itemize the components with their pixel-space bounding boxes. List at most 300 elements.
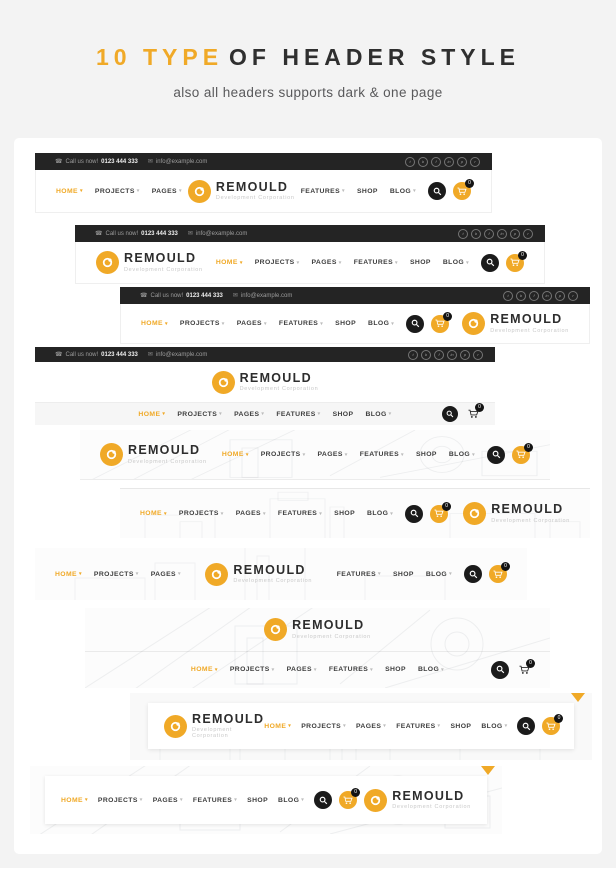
chevron-down-icon: ▾ <box>271 666 275 673</box>
chevron-down-icon: ▾ <box>441 666 445 673</box>
twitter-icon[interactable] <box>405 157 415 167</box>
logo-text: REMOULD <box>233 562 306 577</box>
facebook-icon[interactable] <box>434 350 444 360</box>
nav-label: PROJECTS <box>179 320 220 327</box>
cart-count-badge: 0 <box>501 562 510 571</box>
nav-item-pages[interactable] <box>153 797 183 804</box>
phone-icon: ☎ <box>55 159 63 165</box>
nav-item-features[interactable] <box>354 259 398 266</box>
chevron-down-icon: ▾ <box>79 571 82 577</box>
phone-link[interactable] <box>55 351 138 358</box>
nav-label: SHOP <box>334 510 356 517</box>
pinterest-glyph: p <box>558 293 562 298</box>
nav-label: HOME <box>55 570 77 578</box>
cart-button[interactable] <box>339 791 357 809</box>
chevron-down-icon: ▾ <box>239 259 243 266</box>
nav-item-home[interactable] <box>55 571 82 578</box>
nav-item-blog[interactable] <box>367 510 393 517</box>
linkedin-icon[interactable] <box>447 350 457 360</box>
nav-label: BLOG <box>425 570 448 578</box>
main-nav <box>148 703 574 749</box>
linkedin-glyph: in <box>500 231 504 236</box>
chevron-down-icon: ▾ <box>383 723 387 729</box>
cart-count-badge: 0 <box>524 443 533 452</box>
nav-label: BLOG <box>417 666 440 673</box>
nav-item-pages[interactable] <box>152 188 182 195</box>
logo-tagline: Development Corporation <box>233 578 313 585</box>
logo-text: REMOULD <box>124 251 197 266</box>
cart-button[interactable] <box>431 312 450 333</box>
pinterest-icon[interactable] <box>460 350 470 360</box>
chevron-down-icon: ▾ <box>288 723 292 729</box>
chevron-down-icon: ▾ <box>296 259 300 266</box>
nav-item-projects[interactable] <box>180 320 225 327</box>
logo-tagline: Development Corporation <box>215 195 295 202</box>
nav-label: SHOP <box>385 666 406 673</box>
social-links <box>402 157 480 167</box>
topbar <box>120 287 590 304</box>
cart-count-badge: 0 <box>554 714 563 723</box>
main-nav <box>35 170 492 213</box>
nav-label: BLOG <box>368 320 390 327</box>
behance-glyph: b <box>519 293 523 298</box>
nav-label: FEATURES <box>328 666 369 673</box>
twitter-icon[interactable] <box>458 229 468 239</box>
search-button[interactable] <box>442 406 458 422</box>
chevron-down-icon: ▾ <box>177 571 181 577</box>
nav-label: SHOP <box>332 410 354 418</box>
nav-item-home[interactable] <box>140 510 167 517</box>
chevron-down-icon: ▾ <box>319 510 323 517</box>
nav-item-pages[interactable] <box>287 666 317 673</box>
search-button[interactable] <box>487 446 505 464</box>
nav-item-shop[interactable] <box>357 188 378 195</box>
nav-label: HOME <box>138 410 161 418</box>
main-nav <box>120 304 590 344</box>
nav-item-blog[interactable] <box>365 411 391 418</box>
facebook-glyph: f <box>435 159 437 164</box>
chevron-down-icon: ▾ <box>504 723 508 729</box>
behance-icon[interactable] <box>471 229 481 239</box>
chevron-down-icon: ▾ <box>245 451 249 458</box>
page-title-accent: 10 TYPE <box>95 44 224 70</box>
linkedin-glyph: in <box>447 159 451 164</box>
chevron-down-icon: ▾ <box>390 510 394 517</box>
cart-button[interactable] <box>542 717 560 735</box>
pinterest-glyph: p <box>460 159 464 164</box>
nav-label: FEATURES <box>276 410 316 418</box>
nav-label: HOME <box>56 187 78 195</box>
chevron-down-icon: ▾ <box>164 510 167 517</box>
nav-item-shop[interactable] <box>393 571 414 578</box>
nav-item-projects[interactable] <box>301 723 346 730</box>
chevron-down-icon: ▾ <box>135 571 139 577</box>
nav-item-home[interactable] <box>138 411 165 418</box>
hero-section <box>0 44 616 100</box>
nav-item-projects[interactable] <box>255 259 300 266</box>
chevron-down-icon: ▾ <box>449 571 452 577</box>
scroll-down-arrow-icon[interactable] <box>571 693 585 702</box>
facebook-icon[interactable] <box>529 291 539 301</box>
nav-label: SHOP <box>392 570 414 578</box>
nav-item-blog[interactable] <box>426 571 452 578</box>
facebook-icon[interactable] <box>431 157 441 167</box>
behance-icon[interactable] <box>421 350 431 360</box>
nav-item-pages[interactable] <box>237 320 267 327</box>
phone-label: Call us now! <box>150 292 184 299</box>
nav-item-pages[interactable] <box>234 411 264 418</box>
nav-item-home[interactable] <box>141 320 168 327</box>
cart-count-badge: 0 <box>518 251 527 260</box>
nav-item-home[interactable] <box>56 188 83 195</box>
nav-item-features[interactable] <box>360 451 404 458</box>
cart-count-badge: 0 <box>442 502 451 511</box>
cart-button[interactable] <box>506 251 524 272</box>
nav-item-shop[interactable] <box>247 797 268 804</box>
search-button[interactable] <box>405 505 423 523</box>
nav-item-features[interactable] <box>301 188 345 195</box>
nav-label: FEATURES <box>192 796 233 804</box>
chevron-down-icon: ▾ <box>234 797 238 803</box>
rss-glyph: r <box>477 352 479 357</box>
rss-icon[interactable] <box>473 350 483 360</box>
email-link[interactable] <box>148 351 207 358</box>
phone-label: Call us now! <box>65 351 99 358</box>
phone-link[interactable] <box>140 292 223 299</box>
nav-label: FEATURES <box>300 187 341 195</box>
nav-label: SHOP <box>415 451 437 458</box>
email-icon: ✉ <box>147 352 153 358</box>
scroll-down-arrow-icon[interactable] <box>481 766 495 775</box>
pinterest-icon[interactable] <box>510 229 520 239</box>
chevron-down-icon: ▾ <box>219 411 223 417</box>
main-nav <box>35 402 495 425</box>
chevron-down-icon: ▾ <box>378 571 381 577</box>
cart-button[interactable] <box>465 406 481 422</box>
nav-item-features[interactable] <box>329 666 373 673</box>
logo-tagline: Development Corporation <box>128 458 207 465</box>
nav-item-features[interactable] <box>396 723 440 730</box>
nav-label: PAGES <box>317 451 343 458</box>
nav-label: HOME <box>221 451 244 458</box>
nav-item-projects[interactable] <box>94 571 139 578</box>
behance-glyph: b <box>474 231 478 236</box>
search-button[interactable] <box>314 791 332 809</box>
nav-item-features[interactable] <box>279 320 323 327</box>
nav-label: BLOG <box>278 796 300 804</box>
chevron-down-icon: ▾ <box>343 723 346 729</box>
logo-text: REMOULD <box>215 179 289 194</box>
pinterest-icon[interactable] <box>555 291 565 301</box>
header-demo-10 <box>30 766 502 834</box>
nav-label: HOME <box>61 796 83 804</box>
logo-tagline: Development Corporation <box>392 804 471 811</box>
nav-item-shop[interactable] <box>450 723 471 730</box>
phone-label: Call us now! <box>65 158 99 165</box>
page-subtitle: also all headers supports dark & one page <box>173 85 443 100</box>
email-text: info@example.com <box>195 230 248 237</box>
twitter-icon[interactable] <box>503 291 513 301</box>
chevron-down-icon: ▾ <box>261 411 265 417</box>
nav-item-home[interactable] <box>222 451 249 458</box>
logo-icon <box>463 502 486 525</box>
social-links <box>405 350 483 360</box>
main-nav <box>85 651 550 688</box>
search-button[interactable] <box>428 182 446 200</box>
logo[interactable] <box>463 502 570 525</box>
linkedin-icon[interactable] <box>542 291 552 301</box>
email-link[interactable] <box>188 230 247 237</box>
email-link[interactable] <box>148 158 207 165</box>
chevron-down-icon: ▾ <box>85 797 88 803</box>
pinterest-icon[interactable] <box>457 157 467 167</box>
email-icon: ✉ <box>187 231 193 237</box>
twitter-icon[interactable] <box>408 350 418 360</box>
nav-item-pages[interactable] <box>151 571 181 578</box>
behance-glyph: b <box>421 159 425 164</box>
main-nav <box>35 548 527 600</box>
nav-label: PROJECTS <box>93 570 134 578</box>
nav-label: HOME <box>140 510 162 517</box>
chevron-down-icon: ▾ <box>395 259 398 266</box>
main-nav <box>45 776 487 824</box>
logo-icon <box>364 789 387 812</box>
logo-icon <box>188 180 211 203</box>
header-demo-8 <box>85 608 550 688</box>
phone-icon: ☎ <box>55 352 63 358</box>
phone-link[interactable] <box>95 230 178 237</box>
nav-item-home[interactable] <box>264 723 291 730</box>
header-demo-3 <box>120 287 590 344</box>
cart-button[interactable] <box>516 659 532 678</box>
nav-item-blog[interactable] <box>449 451 475 458</box>
nav-item-shop[interactable] <box>333 411 354 418</box>
nav-label: PAGES <box>355 722 382 730</box>
nav-item-blog[interactable] <box>443 259 469 266</box>
nav-item-home[interactable] <box>216 259 243 266</box>
chevron-down-icon: ▾ <box>221 320 225 327</box>
logo[interactable] <box>100 443 207 466</box>
phone-icon: ☎ <box>140 293 148 299</box>
chevron-down-icon: ▾ <box>80 188 83 194</box>
chevron-down-icon: ▾ <box>401 451 404 458</box>
logo-icon <box>205 563 228 586</box>
phone-link[interactable] <box>55 158 138 165</box>
nav-label: PAGES <box>235 510 261 517</box>
nav-item-pages[interactable] <box>318 451 348 458</box>
logo-tagline: Development Corporation <box>490 327 569 334</box>
chevron-down-icon: ▾ <box>165 320 168 327</box>
nav-label: BLOG <box>365 410 387 418</box>
email-icon: ✉ <box>147 159 153 165</box>
nav-label: PROJECTS <box>260 451 301 458</box>
logo[interactable] <box>264 618 371 641</box>
header-demo-9 <box>130 693 592 760</box>
nav-label: PROJECTS <box>254 259 295 266</box>
nav-label: PAGES <box>234 410 260 418</box>
nav-label: HOME <box>190 666 213 673</box>
phone-icon: ☎ <box>95 231 103 237</box>
email-text: info@example.com <box>155 158 208 165</box>
nav-label: PAGES <box>152 796 178 804</box>
rss-icon[interactable] <box>470 157 480 167</box>
nav-item-home[interactable] <box>61 797 88 804</box>
behance-icon[interactable] <box>516 291 526 301</box>
chevron-down-icon: ▾ <box>320 320 324 327</box>
header-demo-5 <box>80 430 550 480</box>
nav-item-pages[interactable] <box>236 510 266 517</box>
search-button[interactable] <box>491 661 509 679</box>
nav-label: HOME <box>264 722 287 730</box>
rss-icon[interactable] <box>568 291 578 301</box>
main-nav <box>80 430 550 479</box>
behance-icon[interactable] <box>418 157 428 167</box>
nav-item-blog[interactable] <box>481 723 507 730</box>
nav-item-shop[interactable] <box>334 510 355 517</box>
nav-item-projects[interactable] <box>230 666 275 673</box>
logo-row <box>35 362 495 402</box>
nav-item-blog[interactable] <box>390 188 416 195</box>
facebook-glyph: f <box>488 231 490 236</box>
behance-glyph: b <box>424 352 428 357</box>
header-demo-7 <box>35 548 527 600</box>
topbar <box>75 225 545 242</box>
chevron-down-icon: ▾ <box>317 411 321 417</box>
phone-number: 0123 444 333 <box>186 292 223 299</box>
nav-item-features[interactable] <box>276 411 320 418</box>
linkedin-icon[interactable] <box>444 157 454 167</box>
nav-item-shop[interactable] <box>416 451 437 458</box>
facebook-glyph: f <box>533 293 535 298</box>
nav-item-features[interactable] <box>193 797 237 804</box>
cart-count-badge: 0 <box>465 179 474 188</box>
nav-label: SHOP <box>335 320 357 327</box>
search-button[interactable] <box>406 315 424 333</box>
chevron-down-icon: ▾ <box>388 411 392 417</box>
cart-button[interactable] <box>489 565 507 583</box>
cart-button[interactable] <box>430 502 449 523</box>
chevron-down-icon: ▾ <box>338 259 342 266</box>
nav-label: SHOP <box>247 796 269 804</box>
logo[interactable] <box>462 312 569 335</box>
linkedin-glyph: in <box>545 293 549 298</box>
nav-item-pages[interactable] <box>312 259 342 266</box>
social-links <box>500 291 578 301</box>
nav-label: FEATURES <box>336 570 377 578</box>
nav-item-projects[interactable] <box>179 510 224 517</box>
phone-number: 0123 444 333 <box>101 351 138 358</box>
cart-button[interactable] <box>512 443 530 464</box>
chevron-down-icon: ▾ <box>139 797 143 803</box>
email-icon: ✉ <box>232 293 238 299</box>
logo-text: REMOULD <box>292 618 365 633</box>
logo[interactable] <box>212 371 319 394</box>
logo[interactable] <box>188 180 295 203</box>
social-links <box>455 229 533 239</box>
header-demo-6 <box>120 488 590 538</box>
cart-button[interactable] <box>453 182 471 200</box>
logo-tagline: Development Corporation <box>491 517 570 524</box>
logo-text: REMOULD <box>128 443 201 458</box>
logo[interactable] <box>96 251 203 274</box>
nav-label: PROJECTS <box>97 796 138 804</box>
pinterest-glyph: p <box>513 231 517 236</box>
logo[interactable] <box>164 713 264 740</box>
nav-item-features[interactable] <box>278 510 322 517</box>
chevron-down-icon: ▾ <box>301 797 305 803</box>
logo[interactable] <box>364 789 471 812</box>
nav-item-projects[interactable] <box>98 797 143 804</box>
topbar <box>35 153 492 170</box>
search-button[interactable] <box>464 565 482 583</box>
logo-icon <box>96 251 119 274</box>
nav-item-shop[interactable] <box>335 320 356 327</box>
logo-tagline: Development Corporation <box>292 633 371 640</box>
nav-item-projects[interactable] <box>177 411 222 418</box>
nav-item-blog[interactable] <box>278 797 304 804</box>
chevron-down-icon: ▾ <box>313 666 317 673</box>
pinterest-glyph: p <box>463 352 467 357</box>
nav-item-shop[interactable] <box>410 259 431 266</box>
email-text: info@example.com <box>155 351 208 358</box>
phone-number: 0123 444 333 <box>101 158 138 165</box>
nav-label: PAGES <box>311 259 337 266</box>
topbar <box>35 347 495 362</box>
header-demo-4 <box>35 347 495 425</box>
chevron-down-icon: ▾ <box>342 188 345 194</box>
twitter-glyph: t <box>462 231 464 236</box>
cart-count-badge: 0 <box>443 312 452 321</box>
logo[interactable] <box>205 563 312 586</box>
nav-item-projects[interactable] <box>261 451 306 458</box>
cart-count-badge: 0 <box>526 659 535 668</box>
chevron-down-icon: ▾ <box>302 451 306 458</box>
email-text: info@example.com <box>240 292 293 299</box>
chevron-down-icon: ▾ <box>413 188 416 194</box>
linkedin-icon[interactable] <box>497 229 507 239</box>
twitter-glyph: t <box>507 293 509 298</box>
chevron-down-icon: ▾ <box>214 666 218 673</box>
search-button[interactable] <box>481 254 499 272</box>
page-title <box>0 44 616 71</box>
logo-text: REMOULD <box>490 312 563 327</box>
search-button[interactable] <box>517 717 535 735</box>
logo-icon <box>212 371 235 394</box>
nav-item-blog[interactable] <box>368 320 394 327</box>
logo-icon <box>264 618 287 641</box>
nav-label: PROJECTS <box>229 666 270 673</box>
nav-item-features[interactable] <box>337 571 381 578</box>
chevron-down-icon: ▾ <box>262 510 266 517</box>
rss-glyph: r <box>572 293 574 298</box>
nav-item-projects[interactable] <box>95 188 140 195</box>
logo-icon <box>462 312 485 335</box>
facebook-icon[interactable] <box>484 229 494 239</box>
rss-icon[interactable] <box>523 229 533 239</box>
nav-label: PAGES <box>151 187 177 195</box>
chevron-down-icon: ▾ <box>162 411 166 417</box>
nav-item-blog[interactable] <box>418 666 444 673</box>
nav-item-pages[interactable] <box>356 723 386 730</box>
email-link[interactable] <box>233 292 292 299</box>
nav-item-shop[interactable] <box>385 666 406 673</box>
page-title-rest: OF HEADER STYLE <box>229 44 520 70</box>
phone-label: Call us now! <box>105 230 139 237</box>
twitter-glyph: t <box>412 352 414 357</box>
nav-item-home[interactable] <box>191 666 218 673</box>
nav-label: FEATURES <box>278 320 319 327</box>
logo-text: REMOULD <box>491 502 564 517</box>
